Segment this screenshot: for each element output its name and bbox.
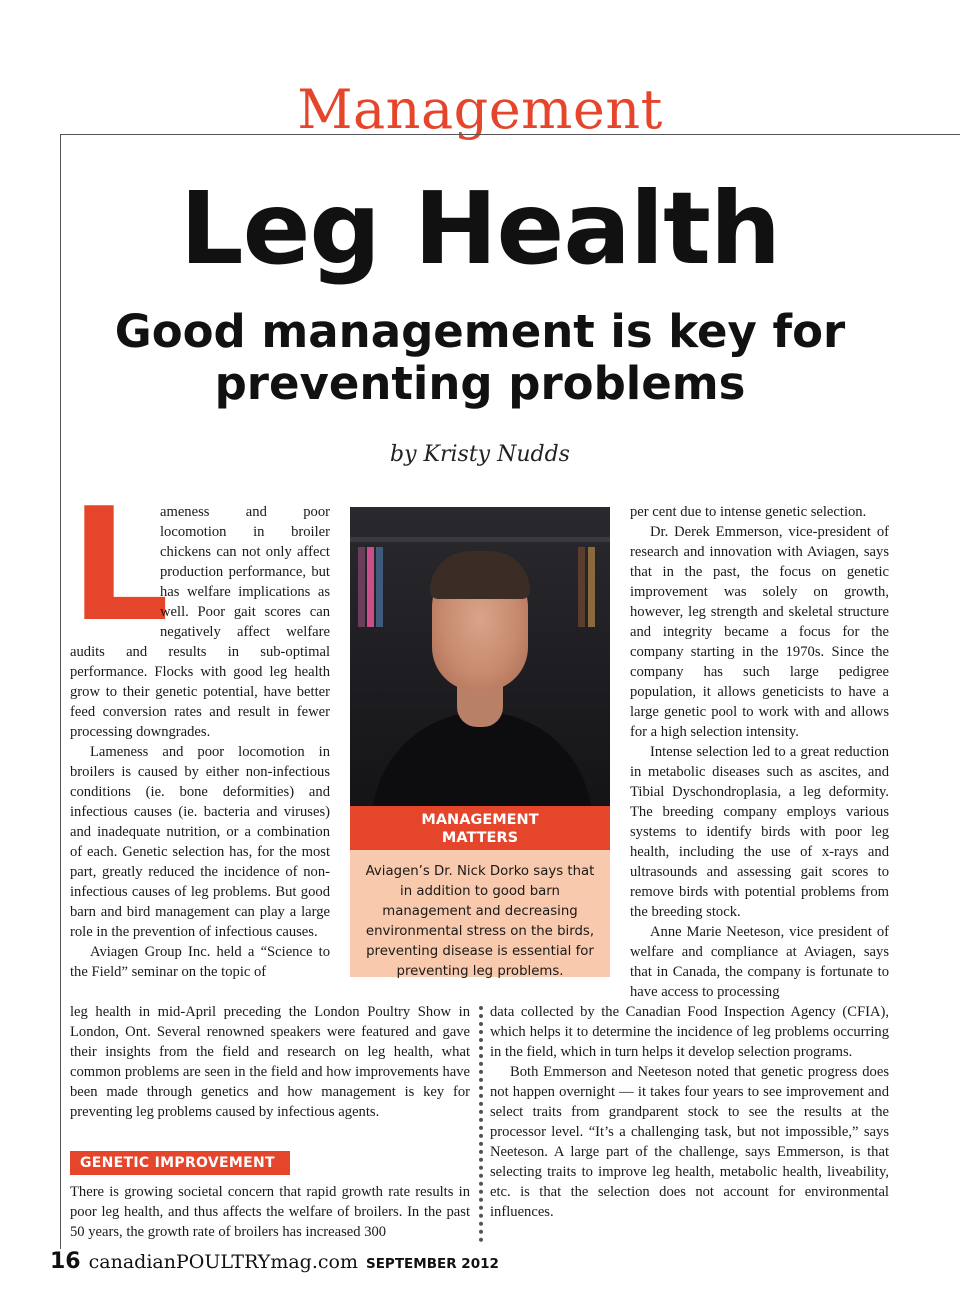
article-title: Leg Health — [179, 170, 781, 287]
sidebar-label-line1: MANAGEMENT — [421, 812, 539, 828]
photo-book — [358, 547, 365, 627]
paragraph-genetic-progress: Both Emmerson and Neeteson noted that genetic progress does not happen overnight — it takes four years to see improvement and select traits from grandparent stock to see the results at the processor level. “It’s a challenging task, but not impossible,” says Neeteson. A large part of the challenge, says Emmerson, is that selecting traits to improve leg health, metabolic health, liveability, etc. is that the selection does not account for environmental influences. — [490, 1064, 889, 1220]
paragraph-lameness: Lameness and poor locomotion in broilers is caused by either non-infectious conditions (ie. bone deformities) and infectious causes (ie. bacteria and viruses) and inadequate nutrition, or a combination of each. Genetic selection has, for the most part, greatly reduced the incidence of non-infectious causes of leg problems. But good barn and bird management can play a large role in the prevention of infectious causes. — [70, 744, 330, 940]
article-byline: by Kristy Nudds — [390, 442, 570, 467]
paragraph-cfia: data collected by the Canadian Food Inspection Agency (CFIA), which helps it to determine the incidence of leg problems occurring in the field, which in turn helps it develop selection programs. — [490, 1004, 889, 1060]
photo-shelf — [350, 537, 610, 542]
column-divider-dotted — [479, 1006, 483, 1242]
frame-rule-left — [60, 134, 61, 1249]
column-lower-left — [70, 1002, 470, 1122]
paragraph-neeteson-start: Anne Marie Neeteson, vice president of welfare and compliance at Aviagen, says that in Canada, the company is fortunate to have access to processing — [630, 924, 889, 1000]
photo-book — [376, 547, 383, 627]
sidebar-label-line2: MATTERS — [441, 830, 519, 846]
drop-cap: L — [70, 474, 170, 656]
frame-rule-top — [60, 134, 960, 135]
portrait-photo — [350, 507, 610, 806]
photo-hair — [430, 551, 530, 599]
photo-book — [578, 547, 585, 627]
column-left — [70, 474, 330, 982]
photo-caption: Aviagen’s Dr. Nick Dorko says that in addition to good barn management and decreasing environmental stress on the birds, preventing disease is essential for preventing leg problems. — [350, 850, 610, 977]
subheading-genetic-improvement: GENETIC IMPROVEMENT — [70, 1151, 290, 1175]
column-right — [630, 502, 889, 1002]
page-number: 16 — [50, 1249, 81, 1274]
article-subtitle: Good management is key for preventing problems — [114, 305, 846, 410]
paragraph-growth-rate: There is growing societal concern that rapid growth rate results in poor leg health, and thus affects the welfare of broilers. In the past 50 years, the growth rate of broilers has increased 300 — [70, 1184, 470, 1240]
paragraph-emmerson: Dr. Derek Emmerson, vice-president of research and innovation with Aviagen, says that in the past, the focus on genetic improvement was solely on growth, however, leg strength and skeletal structure and integrity became a focus for the company starting in the 1970s. Since the company has such large pedigree population, it allows geneticists to have a large genetic pool to work with and allows for a high selection intensity. — [630, 524, 889, 740]
footer-website: canadianPOULTRYmag.com — [88, 1251, 358, 1273]
footer-issue-date: SEPTEMBER 2012 — [365, 1256, 499, 1272]
paragraph-seminar-continued: leg health in mid-April preceding the London Poultry Show in London, Ont. Several renowned speakers were featured and gave their insights from the field and research on leg health, what common problems are seen in the field and how improvements have been made through genetics and how management is key for preventing leg problems caused by infectious agents. — [70, 1004, 470, 1120]
intro-text: ameness and poor locomotion in broiler chickens can not only affect production performance, but has welfare implications as well. Poor gait scores can negatively affect welfare audits and results in sub-optimal performance. Flocks with good leg health grow to their genetic potential, have better feed conversion rates and result in fewer processing downgrades. — [70, 504, 330, 740]
column-lower-right — [490, 1002, 889, 1222]
paragraph-intro — [70, 474, 330, 742]
paragraph-selection: per cent due to intense genetic selection. — [630, 504, 867, 520]
section-heading: Management — [297, 78, 663, 141]
sidebar-label — [350, 806, 610, 850]
photo-book — [367, 547, 374, 627]
column-genetic-text — [70, 1182, 470, 1242]
photo-book — [588, 547, 595, 627]
paragraph-intense-selection: Intense selection led to a great reduction in metabolic diseases such as ascites, and Tibial Dyschondroplasia, a leg deformity. The breeding company employs various systems to identify birds with poor leg health, including the use of x-rays and ultrasounds and assessing gait scores to remove birds with potential problems from the breeding stock. — [630, 744, 889, 920]
paragraph-seminar-start: Aviagen Group Inc. held a “Science to the Field” seminar on the topic of — [70, 944, 330, 980]
page-footer — [50, 1249, 499, 1277]
